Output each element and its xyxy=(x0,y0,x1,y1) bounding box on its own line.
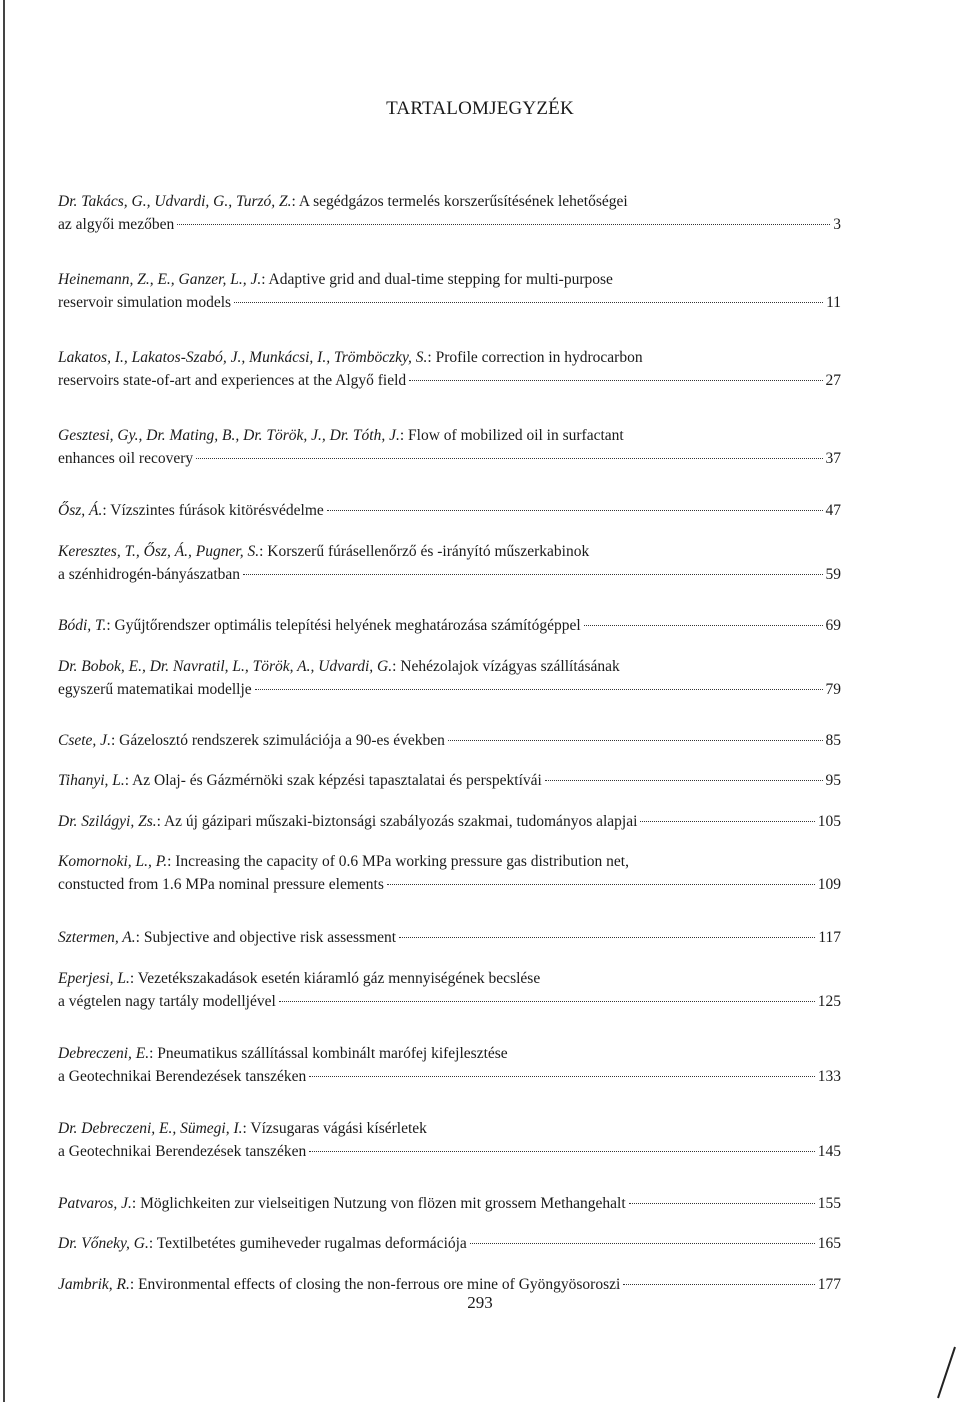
dot-leader xyxy=(629,1203,815,1204)
toc-entry-page-number: 133 xyxy=(817,1068,841,1085)
toc-entry-second-line xyxy=(58,447,841,470)
toc-entry-title: : Adaptive grid and dual-time stepping for multi-purpose xyxy=(261,271,613,288)
dot-leader xyxy=(584,625,823,626)
toc-entry-page-number: 27 xyxy=(825,372,841,389)
toc-entry-title: : Vízsugaras vágási kísérletek xyxy=(242,1120,427,1137)
toc-entry-authors: Dr. Bobok, E., Dr. Navratil, L., Török, A., Udvardi, G. xyxy=(58,658,393,675)
toc-entry-page-number: 117 xyxy=(818,929,841,946)
toc-entry-title: : Az Olaj- és Gázmérnöki szak képzési tapasztalatai és perspektívái xyxy=(124,772,542,789)
dot-leader xyxy=(623,1284,814,1285)
dot-leader xyxy=(327,510,823,511)
corner-slash-mark xyxy=(934,1345,958,1400)
toc-entry-authors: Keresztes, T., Ősz, Á., Pugner, S. xyxy=(58,543,260,560)
toc-entry-second-line xyxy=(58,1140,841,1163)
toc-entry-first-line xyxy=(58,540,841,563)
toc-entry-first-line xyxy=(58,926,841,949)
toc-entry-title: : Vezetékszakadások esetén kiáramló gáz mennyiségének becslése xyxy=(129,970,541,987)
toc-entry xyxy=(58,729,841,752)
toc-entry xyxy=(58,1042,841,1088)
toc-entry-second-line xyxy=(58,678,841,701)
toc-entry xyxy=(58,967,841,1013)
dot-leader xyxy=(309,1151,814,1152)
dot-leader xyxy=(196,458,822,459)
toc-entry-first-line xyxy=(58,346,841,369)
toc-entry-title-continued: enhances oil recovery xyxy=(58,450,194,467)
toc-entry-title: : Gázelosztó rendszerek szimulációja a 90-es években xyxy=(110,732,445,749)
toc-entry-first-line xyxy=(58,655,841,678)
toc-entry-first-line xyxy=(58,1232,841,1255)
toc-entry-first-line xyxy=(58,190,841,213)
toc-entry-title: : Environmental effects of closing the non-ferrous ore mine of Gyöngyösoroszi xyxy=(129,1276,621,1293)
toc-entry-page-number: 69 xyxy=(825,617,841,634)
toc-entry xyxy=(58,1192,841,1215)
toc-entry xyxy=(58,614,841,637)
toc-entry-title-continued: az algyői mezőben xyxy=(58,216,175,233)
toc-entry-page-number: 11 xyxy=(826,294,841,311)
toc-entry-title: : Gyűjtőrendszer optimális telepítési helyének meghatározása számítógéppel xyxy=(106,617,581,634)
toc-entry-authors: Dr. Takács, G., Udvardi, G., Turzó, Z. xyxy=(58,193,292,210)
toc-entry-authors: Sztermen, A. xyxy=(58,929,136,946)
toc-entry-title-continued: a Geotechnikai Berendezések tanszéken xyxy=(58,1068,307,1085)
toc-entry-title: : Korszerű fúrásellenőrző és -irányító műszerkabinok xyxy=(259,543,590,560)
toc-entry xyxy=(58,850,841,896)
toc-entry-second-line xyxy=(58,291,841,314)
toc-entry-title-continued: egyszerű matematikai modellje xyxy=(58,681,252,698)
toc-entry xyxy=(58,1232,841,1255)
toc-entry-first-line xyxy=(58,729,841,752)
toc-entry-first-line xyxy=(58,1192,841,1215)
toc-entry-authors: Komornoki, L., P. xyxy=(58,853,168,870)
toc-entry xyxy=(58,926,841,949)
toc-entry-first-line xyxy=(58,424,841,447)
toc-entry-page-number: 59 xyxy=(825,566,841,583)
dot-leader xyxy=(545,780,823,781)
dot-leader xyxy=(243,574,822,575)
toc-entry-title: : Az új gázipari műszaki-biztonsági szabályozás szakmai, tudományos alapjai xyxy=(156,813,638,830)
toc-entry-second-line xyxy=(58,563,841,586)
toc-entry xyxy=(58,499,841,522)
toc-entry-authors: Csete, J. xyxy=(58,732,111,749)
toc-entry-first-line xyxy=(58,1042,841,1065)
dot-leader xyxy=(470,1243,815,1244)
dot-leader xyxy=(387,884,815,885)
dot-leader xyxy=(279,1001,815,1002)
dot-leader xyxy=(448,740,823,741)
toc-entry-title-continued: reservoirs state-of-art and experiences at the Algyő field xyxy=(58,372,407,389)
toc-entry-second-line xyxy=(58,990,841,1013)
dot-leader xyxy=(309,1076,814,1077)
toc-entry-first-line xyxy=(58,967,841,990)
toc-entry-title: : Textilbetétes gumiheveder rugalmas deformációja xyxy=(148,1235,467,1252)
toc-entry-authors: Dr. Debreczeni, E., Sümegi, I. xyxy=(58,1120,243,1137)
dot-leader xyxy=(409,380,822,381)
dot-leader xyxy=(234,302,823,303)
toc-entry-authors: Dr. Vőneky, G. xyxy=(58,1235,149,1252)
toc-entry-title-continued: a szénhidrogén-bányászatban xyxy=(58,566,241,583)
toc-entry-page-number: 177 xyxy=(817,1276,841,1293)
toc-entry-title: : Subjective and objective risk assessment xyxy=(135,929,397,946)
toc-entry-authors: Patvaros, J. xyxy=(58,1195,132,1212)
toc-entry-page-number: 109 xyxy=(817,876,841,893)
left-margin-rule xyxy=(3,0,5,1402)
toc-entry-first-line xyxy=(58,268,841,291)
toc-entry-first-line xyxy=(58,1117,841,1140)
toc-entry-page-number: 3 xyxy=(833,216,841,233)
toc-entry xyxy=(58,655,841,701)
toc-entry-page-number: 125 xyxy=(817,993,841,1010)
toc-entry-page-number: 155 xyxy=(817,1195,841,1212)
toc-entry-title: : Increasing the capacity of 0.6 MPa working pressure gas distribution net, xyxy=(167,853,629,870)
toc-entry-authors: Debreczeni, E. xyxy=(58,1045,150,1062)
dot-leader xyxy=(177,224,830,225)
toc-entry-second-line xyxy=(58,213,841,236)
toc-entry-first-line xyxy=(58,614,841,637)
toc-entry-first-line xyxy=(58,769,841,792)
page-title: TARTALOMJEGYZÉK xyxy=(386,98,574,119)
toc-entry-title: : Möglichkeiten zur vielseitigen Nutzung von flözen mit grossem Methangehalt xyxy=(131,1195,626,1212)
toc-entry xyxy=(58,424,841,470)
toc-entry-page-number: 165 xyxy=(817,1235,841,1252)
toc-entry-second-line xyxy=(58,369,841,392)
toc-entry-title-continued: reservoir simulation models xyxy=(58,294,232,311)
toc-entry xyxy=(58,810,841,833)
toc-entry-title-continued: constucted from 1.6 MPa nominal pressure elements xyxy=(58,876,384,893)
toc-entry-first-line xyxy=(58,499,841,522)
dot-leader xyxy=(640,821,814,822)
toc-entry-authors: Gesztesi, Gy., Dr. Mating, B., Dr. Török, J., Dr. Tóth, J. xyxy=(58,427,400,444)
toc-entry-page-number: 105 xyxy=(817,813,841,830)
toc-entry-title: : Nehézolajok vízágyas szállításának xyxy=(392,658,620,675)
toc-entry-authors: Lakatos, I., Lakatos-Szabó, J., Munkácsi, I., Trömböczky, S. xyxy=(58,349,428,366)
toc-entry-authors: Ősz, Á. xyxy=(58,502,103,519)
toc-entry xyxy=(58,769,841,792)
page-number: 293 xyxy=(467,1293,493,1312)
toc-entry-authors: Heinemann, Z., E., Ganzer, L., J. xyxy=(58,271,262,288)
dot-leader xyxy=(399,937,815,938)
toc-entry-page-number: 95 xyxy=(825,772,841,789)
toc-entry-second-line xyxy=(58,873,841,896)
toc-entry-title: : A segédgázos termelés korszerűsítésének lehetőségei xyxy=(291,193,628,210)
toc-entry-authors: Tihanyi, L. xyxy=(58,772,125,789)
toc-entry xyxy=(58,1117,841,1163)
toc-entry-first-line xyxy=(58,810,841,833)
toc-entry-title: : Vízszintes fúrások kitörésvédelme xyxy=(102,502,324,519)
toc-entry-page-number: 145 xyxy=(817,1143,841,1160)
toc-entry-title: : Pneumatikus szállítással kombinált marófej kifejlesztése xyxy=(149,1045,508,1062)
toc-entry-title-continued: a Geotechnikai Berendezések tanszéken xyxy=(58,1143,307,1160)
toc-entry xyxy=(58,346,841,392)
toc-entry-title: : Flow of mobilized oil in surfactant xyxy=(399,427,624,444)
toc-entry-authors: Jambrik, R. xyxy=(58,1276,130,1293)
toc-entry xyxy=(58,190,841,236)
toc-entry-authors: Dr. Szilágyi, Zs. xyxy=(58,813,157,830)
toc-entry-page-number: 47 xyxy=(825,502,841,519)
toc-entry-page-number: 85 xyxy=(825,732,841,749)
toc-entry-authors: Eperjesi, L. xyxy=(58,970,130,987)
toc-entry-title-continued: a végtelen nagy tartály modelljével xyxy=(58,993,276,1010)
dot-leader xyxy=(255,689,823,690)
toc-entry xyxy=(58,268,841,314)
toc-entry xyxy=(58,540,841,586)
toc-entry-second-line xyxy=(58,1065,841,1088)
toc-entry-page-number: 37 xyxy=(825,450,841,467)
toc-entry-first-line xyxy=(58,850,841,873)
toc-entry-page-number: 79 xyxy=(825,681,841,698)
toc-entry-title: : Profile correction in hydrocarbon xyxy=(427,349,643,366)
toc-entry-authors: Bódi, T. xyxy=(58,617,107,634)
